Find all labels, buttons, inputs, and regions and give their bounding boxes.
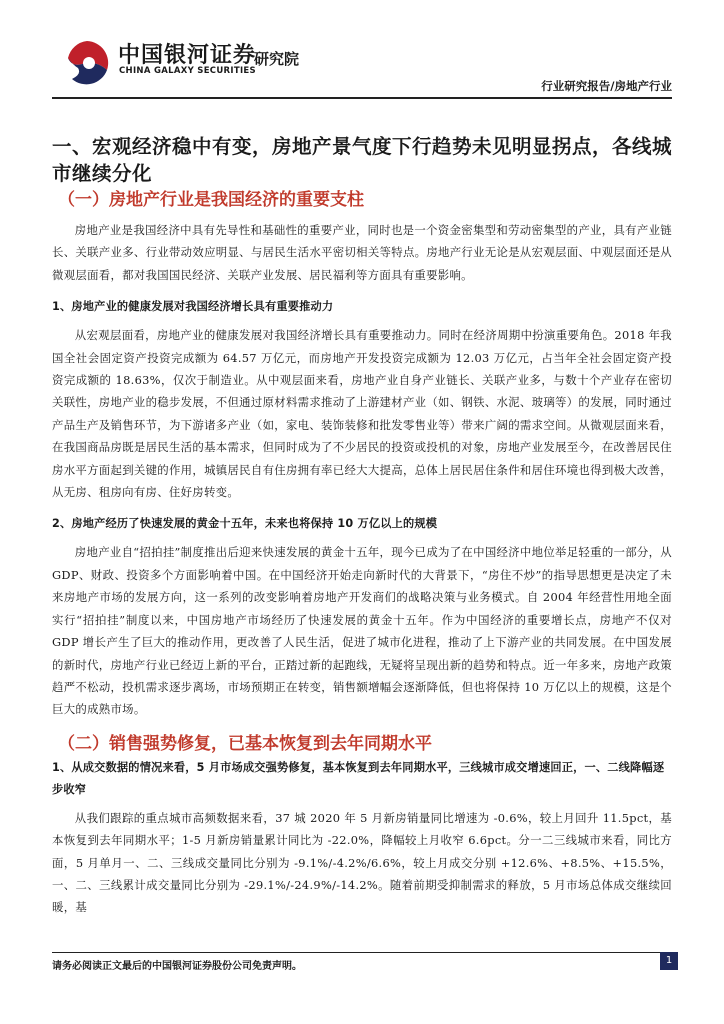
footer-divider [52, 952, 672, 953]
header-divider [52, 97, 672, 99]
point-title-3: 1、从成交数据的情况来看，5 月市场成交强势修复，基本恢复到去年同期水平，三线城市成交增速回正，一、二线降幅逐步收窄 [52, 760, 665, 796]
point-title-1: 1、房地产业的健康发展对我国经济增长具有重要推动力 [52, 300, 334, 314]
company-name-en: CHINA GALAXY SECURITIES [119, 66, 256, 76]
report-type-label: 行业研究报告/房地产行业 [541, 79, 672, 93]
point-paragraph-3: 从我们跟踪的重点城市高频数据来看，37 城 2020 年 5 月新房销量同比增速为 -0.6%，较上月回升 11.5pct，基本恢复到去年同期水平；1-5 月新房销量累计同比为 -22.0%，降幅较上月收窄 6.6pct。分一二三线城市来看，同比方面，5 月单月一、二、三线成交量同比分别为 -9.1%/-4.2%/6.6%，较上月成交分别 +12.6%、+8.5%、+15.5%，一、二、三线累计成交量同比分别为 -29.1%/-24.9%/-14.2%。随着前期受抑制需求的释放，5 月市场总体成交继续回暖，基 [52, 810, 672, 915]
section-title: 一、宏观经济稳中有变，房地产景气度下行趋势未见明显拐点，各线城市继续分化 [52, 135, 673, 185]
page-header [0, 0, 724, 100]
subsection-title-2: （二）销售强势修复，已基本恢复到去年同期水平 [58, 733, 432, 754]
subsection-title-1: （一）房地产行业是我国经济的重要支柱 [58, 190, 364, 210]
intro-paragraph: 房地产业是我国经济中具有先导性和基础性的重要产业，同时也是一个资金密集型和劳动密集型的产业，具有产业链长、关联产业多、行业带动效应明显、与居民生活水平密切相关等特点。房地产行业无论是从宏观层面、中观层面还是从微观层面看，都对我国国民经济、关联产业发展、居民福利等方面具有重要影响。 [52, 223, 672, 282]
research-institute-label: 研究院 [254, 50, 300, 68]
point-paragraph-2: 房地产业自“招拍挂”制度推出后迎来快速发展的黄金十五年，现今已成为了在中国经济中地位举足轻重的一部分，从 GDP、财政、投资多个方面影响着中国。在中国经济开始走向新时代的大背景下，“房住不炒”的指导思想更是决定了未来房地产市场的发展方向，这一系列的改变影响着房地产开发商们的战略决策与业务模式。自 2004 年经营性用地全面实行“招拍挂”制度以来，中国房地产市场经历了快速发展的黄金十五年。作为中国经济的重要增长点，房地产不仅对 GDP 增长产生了巨大的推动作用，更改善了人民生活，促进了城市化进程，推动了上下游产业的共同发展。在中国发展的新时代，房地产行业已经迈上新的平台，正踏过新的起跑线，无疑将呈现出新的趋势和特点。近一年多来，房地产政策趋严不松动，投机需求逐步离场，市场预期正在转变，销售额增幅会逐渐降低，但也将保持 10 万亿以上的规模，这是个巨大的成熟市场。 [52, 545, 672, 717]
page-number: 1 [660, 952, 678, 970]
company-name-cn: 中国银河证券 [118, 43, 257, 68]
point-paragraph-1: 从宏观层面看，房地产业的健康发展对我国经济增长具有重要推动力。同时在经济周期中扮演重要角色。2018 年我国全社会固定资产投资完成额为 64.57 万亿元，而房地产开发投资完成额为 12.03 万亿元，占当年全社会固定资产投资完成额的 18.63%，仅次于制造业。从中观层面来看，房地产业自身产业链长、关联产业多，与数十个产业存在密切关联性，房地产业的稳步发展，不但通过原材料需求推动了上游建材产业（如、钢铁、水泥、玻璃等）的发展，同时通过产品生产及销售环节，为下游诸多产业（如，家电、装饰装修和批发零售业等）带来广阔的需求空间。从微观层面来看，在我国商品房既是居民生活的基本需求，但同时成为了不少居民的投资或投机的对象，房地产业发展至今，在改善居民住房水平方面起到关键的作用，城镇居民自有住房拥有率已经大大提高，总体上居民居住条件和居住环境也得到极大改善，从无房、租房向有房、住好房转变。 [52, 328, 672, 500]
footer-disclaimer: 请务必阅读正文最后的中国银河证券股份公司免责声明。 [52, 961, 302, 972]
galaxy-logo-icon [62, 38, 112, 88]
point-title-2: 2、房地产经历了快速发展的黄金十五年，未来也将保持 10 万亿以上的规模 [52, 517, 438, 531]
main-content [52, 133, 672, 919]
